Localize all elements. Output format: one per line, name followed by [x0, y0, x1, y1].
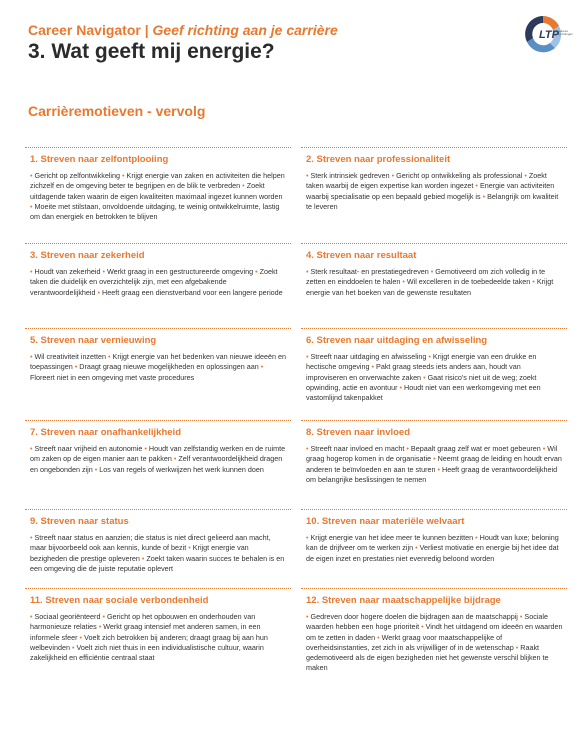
- bullet-icon: •: [475, 533, 480, 542]
- motive-item: Werkt graag in een gestructureerde omgeving: [106, 267, 256, 276]
- motive-item: Houdt van luxe; beloning kan de drijfveer om te werken zijn: [306, 533, 559, 553]
- motive-body: [301, 533, 567, 564]
- header-brand-line: [28, 22, 338, 38]
- motive-item: Heeft graag de verantwoordelijkheid om belangrijke beslissingen te nemen: [306, 464, 558, 484]
- bullet-icon: •: [108, 352, 113, 361]
- motive-title: 12. Streven naar maatschappelijke bijdrage: [301, 588, 567, 612]
- brand-name: Career Navigator: [28, 22, 141, 38]
- bullet-icon: •: [415, 543, 420, 553]
- bullet-icon: •: [30, 201, 35, 211]
- motive-title: 9. Streven naar status: [25, 509, 291, 533]
- motive-title: 1. Streven naar zelfontplooiing: [25, 147, 291, 171]
- motive-item: Zoekt taken die duidelijk en overzichtelijk zijn, met een afgebakende verantwoordelijkheid: [30, 267, 278, 297]
- motive-item: Streeft naar vrijheid en autonomie: [34, 444, 145, 453]
- motive-card: [301, 588, 567, 674]
- bullet-icon: •: [98, 622, 104, 632]
- bullet-icon: •: [402, 277, 407, 287]
- motive-body: [25, 533, 291, 574]
- motive-body: [301, 267, 567, 298]
- bullet-icon: •: [421, 622, 426, 632]
- bullet-icon: •: [306, 171, 311, 180]
- bullet-icon: •: [30, 612, 35, 621]
- bullet-icon: •: [188, 543, 193, 553]
- bullet-icon: •: [30, 171, 35, 180]
- bullet-icon: •: [524, 171, 529, 180]
- motive-body: [25, 352, 291, 383]
- bullet-icon: •: [430, 267, 436, 276]
- motive-item: Zoekt uitdagende taken waarin de eigen kwaliteiten maximaal ingezet kunnen worden: [30, 181, 283, 201]
- motive-card: [25, 243, 291, 298]
- motive-item: Gericht op zelfontwikkeling: [34, 171, 123, 180]
- motive-item: Verliest motivatie en energie bij het idee dat de eigen inzet en prestaties niet evenredig beloond worden: [306, 543, 559, 563]
- bullet-icon: •: [306, 612, 311, 621]
- bullet-icon: •: [306, 533, 311, 542]
- bullet-icon: •: [391, 171, 397, 180]
- motive-item: Houdt van zelfstandig werken en de ruimte om zaken op de eigen manier aan te pakken: [30, 444, 286, 464]
- bullet-icon: •: [94, 464, 100, 474]
- bullet-icon: •: [79, 632, 85, 642]
- bullet-icon: •: [30, 444, 35, 453]
- bullet-icon: •: [306, 352, 311, 361]
- bullet-icon: •: [242, 181, 247, 191]
- motive-body: [301, 352, 567, 403]
- motive-item: Pakt graag steeds iets anders aan, houdt van improviseren en onverwachte zaken: [306, 362, 521, 382]
- motive-item: Houdt van zekerheid: [34, 267, 103, 276]
- motive-item: Zoekt taken waarbij de eigen expertise kan worden ingezet: [306, 171, 547, 191]
- bullet-icon: •: [519, 612, 525, 621]
- motive-item: Gedreven door hogere doelen die bijdragen aan de maatschappij: [310, 612, 520, 621]
- motive-item: Vindt het uitdagend om ideeën en waarden om te zetten in daden: [306, 622, 563, 642]
- motive-item: Wil graag hogerop komen in de organisatie: [306, 444, 558, 464]
- bullet-icon: •: [515, 642, 521, 652]
- motive-body: [301, 444, 567, 485]
- bullet-icon: •: [428, 352, 433, 361]
- motive-item: Krijgt energie van een drukke en hectische omgeving: [306, 352, 537, 372]
- motive-title: 5. Streven naar vernieuwing: [25, 328, 291, 352]
- motive-item: Gaat risico's niet uit de weg; zoekt opwinding, actie en avontuur: [306, 372, 537, 392]
- motive-item: Gemotiveerd om zich volledig in te zetten en einddoelen te halen: [306, 267, 546, 287]
- motive-item: Houdt niet van een werkomgeving met een vastomlijnd takenpakket: [306, 382, 541, 403]
- bullet-icon: •: [306, 267, 311, 276]
- bullet-icon: •: [399, 382, 405, 392]
- motive-item: Wil creativiteit inzetten: [34, 352, 109, 361]
- motive-item: Floreert niet in een omgeving met vaste procedures: [30, 372, 195, 382]
- motive-item: Gericht op het opbouwen en onderhouden van harmonieuze relaties: [30, 612, 256, 632]
- motive-body: [25, 612, 291, 663]
- motive-card: [301, 243, 567, 298]
- motive-title: 11. Streven naar sociale verbondenheid: [25, 588, 291, 612]
- motive-title: 10. Streven naar materiële welvaart: [301, 509, 567, 533]
- motive-item: Sociaal georiënteerd: [34, 612, 103, 621]
- section-title: Carrièremotieven - vervolg: [28, 103, 206, 119]
- motive-item: Neemt graag de leiding en houdt ervan anderen te beïnvloeden en aan te sturen: [306, 454, 562, 474]
- motive-title: 6. Streven naar uitdaging en afwisseling: [301, 328, 567, 352]
- motive-item: Sterk intrinsiek gedreven: [310, 171, 392, 180]
- motive-card: [25, 328, 291, 383]
- motive-body: [301, 171, 567, 212]
- motive-item: Krijgt energie van zaken en activiteiten die helpen zichzelf en de omgeving beter te begrijpen en de blik te verbreden: [30, 171, 285, 191]
- brand-tagline: Geef richting aan je carrière: [152, 22, 338, 38]
- motive-item: Streeft naar invloed en macht: [310, 444, 407, 453]
- bullet-icon: •: [71, 642, 77, 652]
- motive-title: 3. Streven naar zekerheid: [25, 243, 291, 267]
- motive-item: Werkt graag intensief met anderen samen, in een informele sfeer: [30, 622, 261, 642]
- bullet-icon: •: [102, 612, 107, 621]
- bullet-icon: •: [97, 287, 103, 297]
- motive-item: Krijgt energie van bezigheden die prestige opleveren: [30, 543, 249, 563]
- motive-item: Los van regels of werkwijzen het werk kunnen doen: [99, 464, 264, 474]
- bullet-icon: •: [102, 267, 107, 276]
- motive-item: Zoekt taken waarin succes te behalen is en een omgeving die de juiste reputatie oplevert: [30, 553, 285, 573]
- motive-item: Belangrijk om kwaliteit te leveren: [306, 191, 559, 211]
- motive-item: Streeft naar uitdaging en afwisseling: [310, 352, 429, 361]
- bullet-icon: •: [260, 362, 264, 372]
- motive-title: 2. Streven naar professionaliteit: [301, 147, 567, 171]
- motive-item: Voelt zich niet thuis in een individualistische cultuur, waarin zakelijkheid en efficiëntie centraal staat: [30, 642, 264, 663]
- motive-title: 4. Streven naar resultaat: [301, 243, 567, 267]
- logo-subtext: business psychologen: [556, 29, 573, 36]
- motive-item: Krijgt energie van het bedenken van nieuwe ideeën en toepassingen: [30, 352, 286, 372]
- motive-item: Heeft graag een dienstverband voor een langere periode: [102, 287, 283, 297]
- bullet-icon: •: [371, 362, 377, 372]
- bullet-icon: •: [173, 454, 179, 464]
- motive-item: Wil excelleren in de toebedeelde taken: [406, 277, 533, 287]
- motive-item: Krijgt energie van het idee meer te kunnen bezitten: [310, 533, 476, 542]
- motive-item: Krijgt energie van het boeken van de gewenste resultaten: [306, 277, 554, 297]
- motive-title: 7. Streven naar onafhankelijkheid: [25, 420, 291, 444]
- bullet-icon: •: [122, 171, 127, 180]
- motive-card: [301, 420, 567, 485]
- bullet-icon: •: [406, 444, 411, 453]
- bullet-icon: •: [30, 352, 35, 361]
- motive-item: Gericht op ontwikkeling als professional: [396, 171, 525, 180]
- motive-body: [25, 444, 291, 475]
- motive-item: Werkt graag voor maatschappelijke of overheidsinstanties, zet zich in als vrijwilliger of in de wetenschap: [306, 632, 516, 652]
- motive-body: [25, 171, 291, 222]
- motive-card: [25, 509, 291, 574]
- motive-item: Streeft naar status en aanzien; die status is niet direct gelieerd aan macht, maar bijvoorbeeld ook aan kennis, kunde of bezit: [30, 533, 271, 553]
- bullet-icon: •: [423, 372, 428, 382]
- motive-card: [25, 420, 291, 475]
- bullet-icon: •: [433, 454, 438, 464]
- motive-card: [25, 588, 291, 663]
- motive-card: [301, 328, 567, 403]
- bullet-icon: •: [437, 464, 442, 474]
- motive-item: Sterk resultaat- en prestatiegedreven: [310, 267, 431, 276]
- bullet-icon: •: [532, 277, 537, 287]
- page-title: 3. Wat geeft mij energie?: [28, 40, 275, 63]
- ltp-logo: [513, 12, 575, 58]
- bullet-icon: •: [141, 553, 147, 563]
- bullet-icon: •: [306, 444, 311, 453]
- bullet-icon: •: [255, 267, 260, 276]
- motive-item: Energie van activiteiten waarbij specialisatie op een bepaald gebied mogelijk is: [306, 181, 555, 201]
- motive-title: 8. Streven naar invloed: [301, 420, 567, 444]
- motive-body: [25, 267, 291, 298]
- bullet-icon: •: [482, 191, 488, 201]
- bullet-icon: •: [144, 444, 149, 453]
- motive-item: Bepaalt graag zelf wat er moet gebeuren: [410, 444, 543, 453]
- motive-item: Raakt gedemotiveerd als de eigen bezigheden niet het gewenste verschil blijken te maken: [306, 642, 549, 673]
- bullet-icon: •: [377, 632, 382, 642]
- motive-card: [301, 509, 567, 564]
- logo-text: LTP: [539, 29, 559, 41]
- motive-item: Draagt graag nieuwe mogelijkheden en oplossingen aan: [79, 362, 261, 372]
- motive-item: Voelt zich betrokken bij anderen; draagt graag bij aan hun welbevinden: [30, 632, 268, 652]
- bullet-icon: •: [542, 444, 548, 453]
- motive-body: [301, 612, 567, 674]
- motive-item: Moeite met stilstaan, onvoldoende uitdaging, te weinig ontwikkelruimte, lastig om dan energiek en betrokken te blijven: [30, 201, 280, 222]
- bullet-icon: •: [74, 362, 80, 372]
- motive-item: Zelf verantwoordelijkheid dragen en ongebonden zijn: [30, 454, 283, 474]
- motive-card: [25, 147, 291, 222]
- motive-card: [301, 147, 567, 212]
- brand-separator: |: [144, 22, 149, 38]
- motive-item: Sociale waarden hebben een hoge prioriteit: [306, 612, 548, 632]
- bullet-icon: •: [30, 267, 35, 276]
- page-header: [28, 22, 338, 64]
- bullet-icon: •: [475, 181, 480, 191]
- bullet-icon: •: [30, 533, 35, 542]
